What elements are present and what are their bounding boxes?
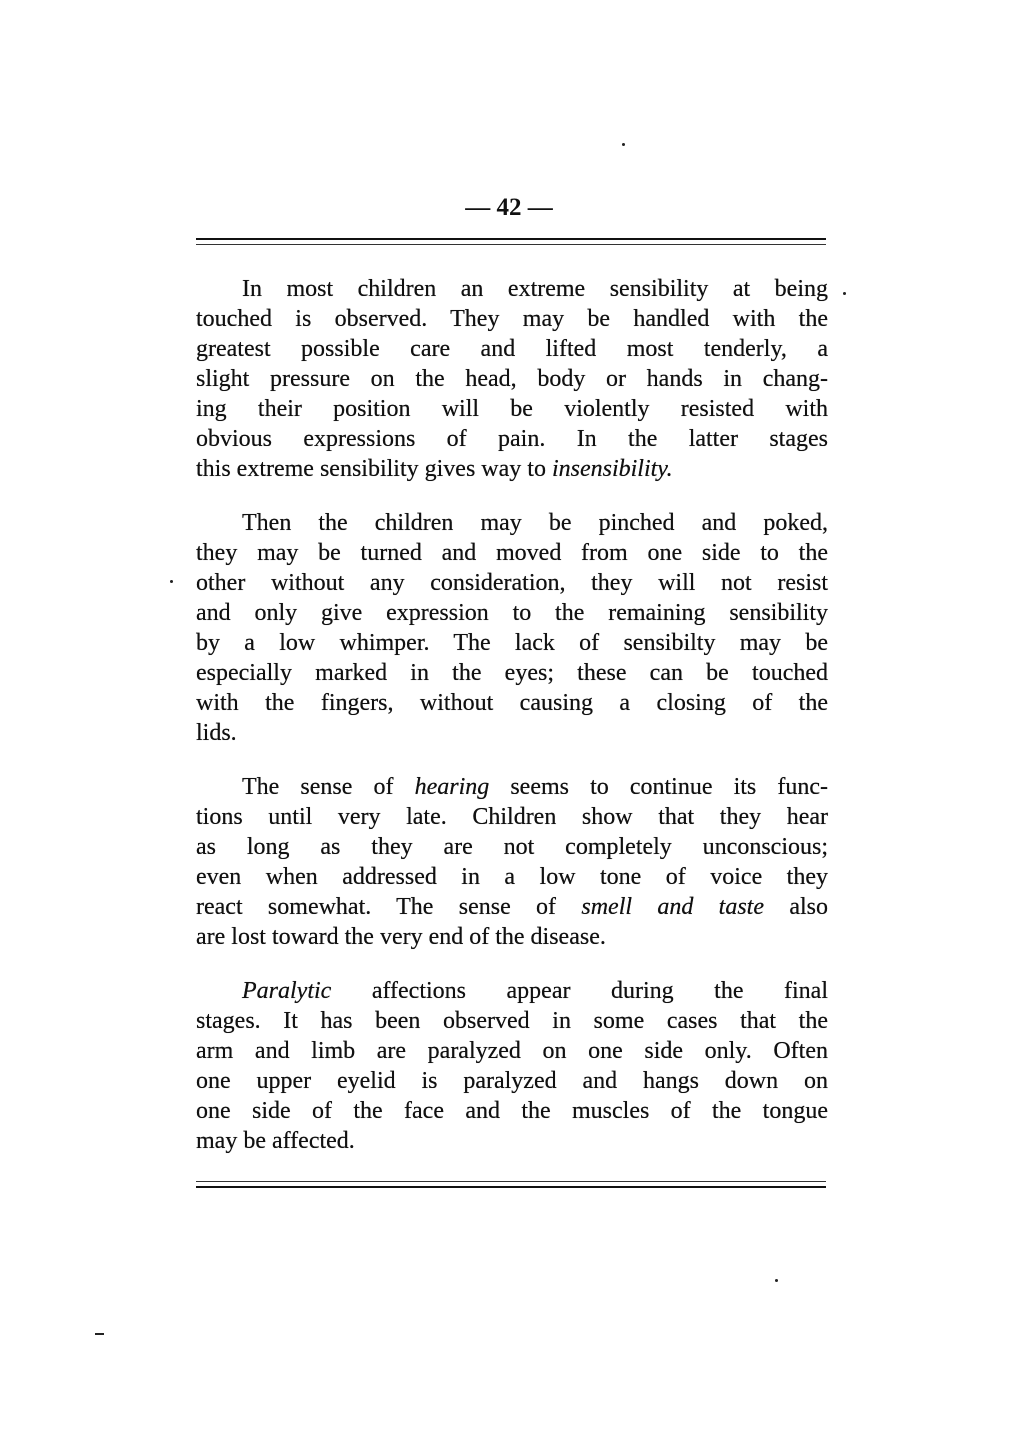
text-line [196, 568, 828, 598]
text-line [196, 832, 828, 862]
italic-text: insensibility. [551, 456, 673, 482]
text-line [196, 862, 828, 892]
text-line [196, 718, 828, 748]
header-rule [196, 238, 826, 240]
paragraph [196, 976, 828, 1156]
text-line [196, 802, 828, 832]
text: one side of the face and the muscles of the tongue [196, 1098, 828, 1124]
text: tions until very late. Children show that they hear [196, 804, 828, 830]
text: ing their position will be violently resisted with [196, 396, 828, 422]
text: greatest possible care and lifted most tenderly, a [196, 336, 828, 362]
text: other without any consideration, they will not resist [196, 570, 828, 596]
scan-speck [170, 580, 173, 583]
text-line [196, 892, 828, 922]
text-line [196, 304, 828, 334]
text-line [196, 628, 828, 658]
text-line [196, 538, 828, 568]
text-line [196, 1066, 828, 1096]
text: especially marked in the eyes; these can be touched [196, 660, 828, 686]
footer-rule [196, 1186, 826, 1188]
text: obvious expressions of pain. In the latter stages [196, 426, 828, 452]
scan-speck [843, 292, 846, 295]
paragraph [196, 772, 828, 952]
text: with the fingers, without causing a closing of the [196, 690, 828, 716]
italic-text: hearing [414, 774, 490, 800]
text: and only give expression to the remaining sensibility [196, 600, 828, 626]
text: touched is observed. They may be handled with the [196, 306, 828, 332]
text: In most children an extreme sensibility at being [242, 276, 828, 302]
body-text [196, 274, 828, 1180]
text-line [196, 658, 828, 688]
text-line [196, 1006, 828, 1036]
text-line [196, 772, 828, 802]
text: arm and limb are paralyzed on one side only. Often [196, 1038, 828, 1064]
text-line [196, 508, 828, 538]
text-line [196, 922, 828, 952]
paragraph [196, 274, 828, 484]
page-number: — 42 — [465, 194, 553, 221]
text: The sense of [242, 774, 415, 800]
text: by a low whimper. The lack of sensibilty may be [196, 630, 828, 656]
scan-speck [622, 143, 625, 146]
text-line [196, 976, 828, 1006]
scan-mark [95, 1333, 104, 1335]
italic-text: Paralytic [242, 978, 332, 1004]
text: even when addressed in a low tone of voice they [196, 864, 828, 890]
italic-text: smell and taste [581, 894, 764, 920]
text-line [196, 424, 828, 454]
text: slight pressure on the head, body or hands in chang- [196, 366, 828, 392]
text-line [196, 1036, 828, 1066]
text: they may be turned and moved from one side to the [196, 540, 828, 566]
text: are lost toward the very end of the disease. [196, 924, 606, 950]
text-line [196, 274, 828, 304]
text-line [196, 364, 828, 394]
text: also [764, 894, 828, 920]
header-rule-thin [196, 244, 826, 245]
text: react somewhat. The sense of [196, 894, 582, 920]
text-line [196, 454, 828, 484]
text: Then the children may be pinched and poked, [242, 510, 828, 536]
text-line [196, 598, 828, 628]
text-line [196, 334, 828, 364]
text: one upper eyelid is paralyzed and hangs down on [196, 1068, 828, 1094]
text-line [196, 688, 828, 718]
text-line [196, 394, 828, 424]
text: affections appear during the final [331, 978, 828, 1004]
footer-rule-thin [196, 1181, 826, 1182]
text: may be affected. [196, 1128, 355, 1154]
text-line [196, 1096, 828, 1126]
paragraph [196, 508, 828, 748]
text: stages. It has been observed in some cases that the [196, 1008, 828, 1034]
text: as long as they are not completely unconscious; [196, 834, 828, 860]
text-line [196, 1126, 828, 1156]
text: this extreme sensibility gives way to [196, 456, 552, 482]
text: lids. [196, 720, 237, 746]
scan-speck [775, 1279, 778, 1282]
text: seems to continue its func- [489, 774, 828, 800]
